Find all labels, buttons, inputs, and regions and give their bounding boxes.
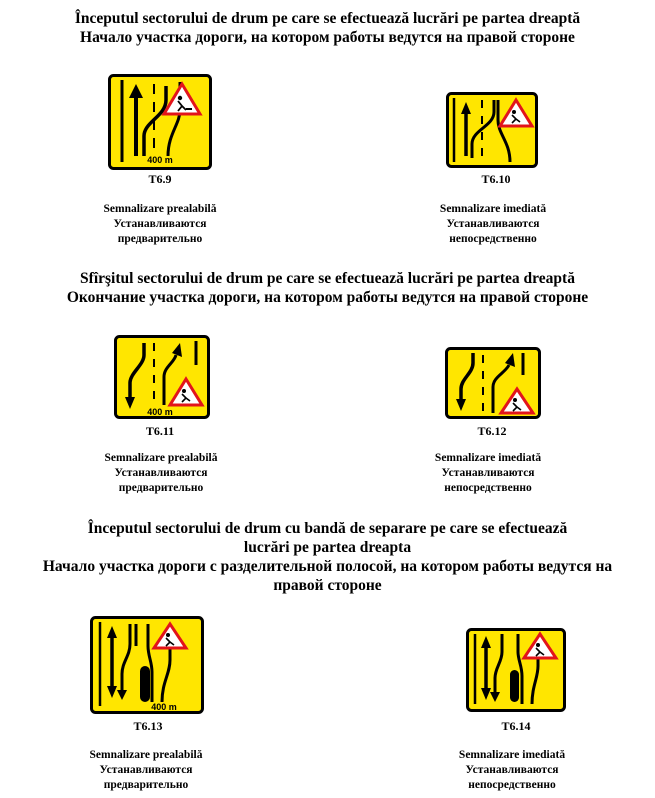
section-2-heading	[0, 269, 655, 307]
sign-code: T6.9	[148, 172, 172, 186]
sign-t6-12	[445, 347, 541, 419]
sign-distance-label: 400 m	[151, 702, 177, 712]
sign-t6-10	[446, 92, 538, 168]
section-1-heading	[0, 9, 655, 47]
sign-code: T6.11	[145, 424, 175, 438]
section-2-title-ru: Окончание участка дороги, на котором работы ведутся на правой стороне	[66, 289, 589, 306]
section-2-title-ro: Sfîrşitul sectorului de drum pe care se efectuează lucrări pe partea dreaptă	[80, 270, 575, 287]
sign-caption: Semnalizare imediată Устанавливаются непосредственно	[439, 203, 547, 245]
sign-caption: Semnalizare imediată Устанавливаются непосредственно	[458, 749, 566, 791]
sign-t6-9	[108, 74, 212, 170]
section-3-title-ru-1: Начало участка дороги с разделительной полосой, на котором работы ведутся на	[42, 558, 613, 575]
sign-t6-14	[466, 628, 566, 712]
sign-t6-13	[90, 616, 204, 714]
sign-code: T6.13	[133, 719, 163, 733]
sign-t6-11	[114, 335, 210, 419]
section-3-title-ru-2: правой стороне	[273, 577, 382, 594]
sign-caption: Semnalizare prealabilă Устанавливаются предварительно	[104, 452, 218, 494]
sign-code: T6.14	[501, 719, 531, 733]
section-1-title-ru: Начало участка дороги, на котором работы ведутся на правой стороне	[80, 29, 575, 46]
sign-code: T6.10	[481, 172, 511, 186]
sign-distance-label: 400 m	[147, 407, 173, 417]
section-3-heading	[0, 519, 655, 595]
section-1-title-ro: Începutul sectorului de drum pe care se efectuează lucrări pe partea dreaptă	[74, 10, 581, 27]
sign-caption: Semnalizare prealabilă Устанавливаются предварительно	[103, 203, 217, 245]
sign-code: T6.12	[477, 424, 507, 438]
section-3-title-ro-1: Începutul sectorului de drum cu bandă de separare pe care se efectuează	[87, 520, 568, 537]
sign-caption: Semnalizare imediată Устанавливаются непосредственно	[434, 452, 542, 494]
section-3-title-ro-2: lucrări pe partea dreapta	[243, 539, 412, 556]
sign-distance-label: 400 m	[147, 155, 173, 165]
sign-caption: Semnalizare prealabilă Устанавливаются предварительно	[89, 749, 203, 791]
